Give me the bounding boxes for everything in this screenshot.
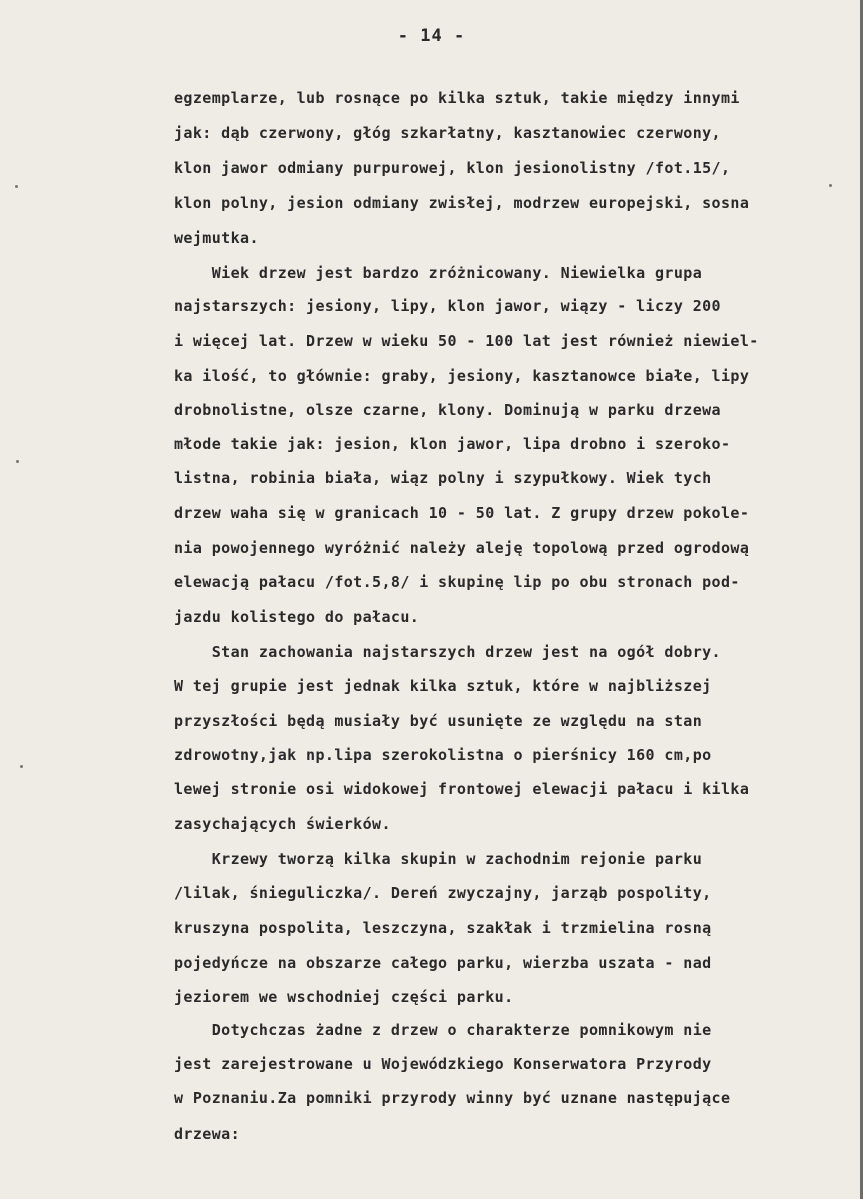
text-line: drzew waha się w granicach 10 - 50 lat. Z grupy drzew pokole- [174, 504, 750, 522]
text-line: zasychających świerków. [174, 815, 391, 833]
text-line: nia powojennego wyróżnić należy aleję topolową przed ogrodową [174, 539, 750, 557]
text-line: lewej stronie osi widokowej frontowej elewacji pałacu i kilka [174, 780, 750, 798]
text-line: jazdu kolistego do pałacu. [174, 608, 420, 626]
text-line: drobnolistne, olsze czarne, klony. Dominują w parku drzewa [174, 401, 721, 419]
text-line: /lilak, śnieguliczka/. Dereń zwyczajny, jarząb pospolity, [174, 884, 712, 902]
text-line: elewacją pałacu /fot.5,8/ i skupinę lip po obu stronach pod- [174, 573, 740, 591]
text-line: drzewa: [174, 1125, 241, 1143]
paper-speck [15, 185, 18, 188]
text-line: klon polny, jesion odmiany zwisłej, modrzew europejski, sosna [174, 194, 750, 212]
text-line: zdrowotny,jak np.lipa szerokolistna o pierśnicy 160 cm,po [174, 746, 712, 764]
text-line: jak: dąb czerwony, głóg szkarłatny, kasztanowiec czerwony, [174, 124, 721, 142]
paper-speck [20, 765, 23, 768]
text-line: ka ilość, to głównie: graby, jesiony, kasztanowce białe, lipy [174, 367, 750, 385]
text-line: klon jawor odmiany purpurowej, klon jesionolistny /fot.15/, [174, 159, 731, 177]
text-line: w Poznaniu.Za pomniki przyrody winny być uznane następujące [174, 1089, 731, 1107]
text-line: i więcej lat. Drzew w wieku 50 - 100 lat jest również niewiel- [174, 332, 759, 350]
text-line: Stan zachowania najstarszych drzew jest na ogół dobry. [174, 643, 721, 661]
text-line: pojedyńcze na obszarze całego parku, wierzba uszata - nad [174, 954, 712, 972]
text-line: najstarszych: jesiony, lipy, klon jawor, wiązy - liczy 200 [174, 297, 721, 315]
text-line: przyszłości będą musiały być usunięte ze względu na stan [174, 712, 703, 730]
paper-speck [16, 460, 19, 463]
text-line: jest zarejestrowane u Wojewódzkiego Konserwatora Przyrody [174, 1055, 712, 1073]
text-line: młode takie jak: jesion, klon jawor, lipa drobno i szeroko- [174, 435, 731, 453]
text-line: kruszyna pospolita, leszczyna, szakłak i trzmielina rosną [174, 919, 712, 937]
text-line: wejmutka. [174, 229, 259, 247]
text-line: Dotychczas żadne z drzew o charakterze pomnikowym nie [174, 1021, 712, 1039]
text-line: Wiek drzew jest bardzo zróżnicowany. Niewielka grupa [174, 264, 703, 282]
page-number: - 14 - [397, 26, 466, 46]
text-line: Krzewy tworzą kilka skupin w zachodnim rejonie parku [174, 850, 703, 868]
paper-speck [829, 184, 832, 187]
text-line: W tej grupie jest jednak kilka sztuk, które w najbliższej [174, 677, 712, 695]
text-line: egzemplarze, lub rosnące po kilka sztuk, takie między innymi [174, 89, 740, 107]
text-line: jeziorem we wschodniej części parku. [174, 988, 514, 1006]
text-line: listna, robinia biała, wiąz polny i szypułkowy. Wiek tych [174, 469, 712, 487]
